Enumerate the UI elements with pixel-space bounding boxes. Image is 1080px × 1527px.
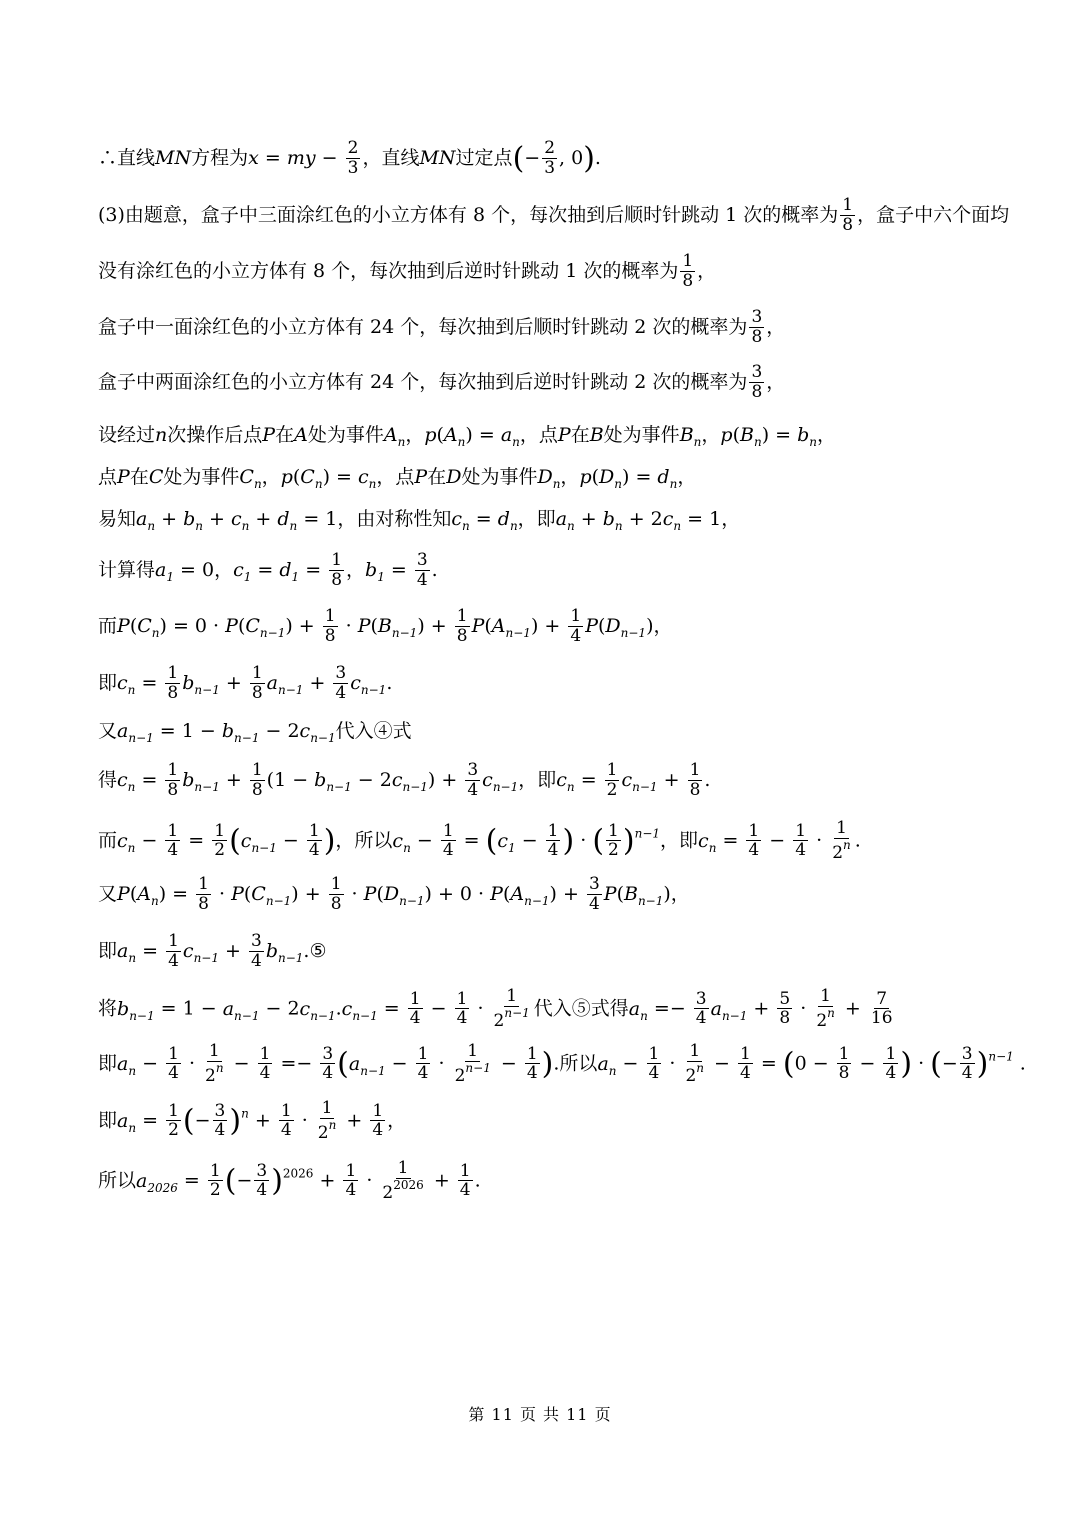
solution-line: 而$c_n$ − $\frac{1}{4}$ = $\frac{1}{2}$ ($c_{n-1}$ − $\frac{1}{4}$ )，所以$c_n$ − $\frac{1}{4}$ = ($c_1$ − $\frac{1}{4}$ ) · ( $\frac{1}{2}$ )$^{n-1}$，即$c_n$ = $\frac{1}{4}$ − $\frac{1}{4}$ · $\frac{1}{2^n}$ . [98, 818, 861, 863]
solution-line: 而$P(C_n) = 0 \cdot P(C_{n-1})$ + $\frac{1}{8}$ · $P(B_{n-1})$ + $\frac{1}{8}$ $P(A_{n-1})$ + $\frac{1}{4}$ $P(D_{n-1})$， [98, 606, 673, 646]
solution-line: 没有涂红色的小立方体有 8 个，每次抽到后逆时针跳动 1 次的概率为 $\frac{1}{8}$ ， [98, 251, 717, 291]
solution-line: 所以$a_{2026}$ = $\frac{1}{2}$ (− $\frac{3}{4}$ )$^{2026}$ + $\frac{1}{4}$ · $\frac{1}{2^{2026}}$ + $\frac{1}{4}$ . [98, 1158, 481, 1203]
solution-line: 将$b_{n-1} = 1 - a_{n-1} - 2c_{n-1}.c_{n-1}$ = $\frac{1}{4}$ − $\frac{1}{4}$ · $\frac{1}{2^{n-1}}$ 代入⑤式得$a_n$ =− $\frac{3}{4}$ $a_{n-1}$ + $\frac{5}{8}$ · $\frac{1}{2^n}$ + $\frac{7}{16}$ [98, 986, 893, 1031]
solution-line: 即$a_n$ − $\frac{1}{4}$ · $\frac{1}{2^n}$ − $\frac{1}{4}$ =− $\frac{3}{4}$ ($a_{n-1}$ − $\frac{1}{4}$ · $\frac{1}{2^{n-1}}$ − $\frac{1}{4}$ ).所以$a_n$ − $\frac{1}{4}$ · $\frac{1}{2^n}$ − $\frac{1}{4}$ = (0 − $\frac{1}{8}$ − $\frac{1}{4}$ ) · (− $\frac{3}{4}$ )$^{n-1}$ . [98, 1041, 1026, 1086]
solution-line: 即$a_n$ = $\frac{1}{2}$ (− $\frac{3}{4}$ )$^n$ + $\frac{1}{4}$ · $\frac{1}{2^n}$ + $\frac{1}{4}$ ， [98, 1098, 407, 1143]
solution-line: 点P在C处为事件$C_n$，$p(C_n) = c_n$，点P在D处为事件$D_n$，$p(D_n) = d_n$， [98, 466, 697, 491]
solution-line: 易知$a_n + b_n + c_n + d_n = 1$，由对称性知$c_n = d_n$，即$a_n + b_n + 2c_n = 1$， [98, 508, 741, 533]
solution-line: 设经过n次操作后点P在A处为事件$A_n$，$p(A_n) = a_n$，点P在B处为事件$B_n$，$p(B_n) = b_n$， [98, 424, 837, 449]
solution-line: 盒子中两面涂红色的小立方体有 24 个，每次抽到后逆时针跳动 2 次的概率为 $\frac{3}{8}$ ， [98, 362, 786, 402]
solution-line: 计算得$a_1 = 0$，$c_1 = d_1$ = $\frac{1}{8}$ ，$b_1$ = $\frac{3}{4}$ . [98, 550, 438, 590]
solution-line: 又$a_{n-1} = 1 - b_{n-1} - 2c_{n-1}$代入④式 [98, 720, 412, 745]
solution-line: 即$a_n$ = $\frac{1}{4}$ $c_{n-1}$ + $\frac{3}{4}$ $b_{n-1}.⑤$ [98, 931, 327, 971]
solution-line: ∴直线MN方程为x = my − $\frac{2}{3}$ ，直线MN过定点(− $\frac{2}{3}$ , 0). [98, 138, 601, 178]
solution-line: 又$P(A_n)$ = $\frac{1}{8}$ · $P(C_{n-1})$ + $\frac{1}{8}$ · $P(D_{n-1}) + 0 \cdot P(A_{n-1})$ + $\frac{3}{4}$ $P(B_{n-1})$， [98, 874, 690, 914]
solution-line: 即$c_n$ = $\frac{1}{8}$ $b_{n-1}$ + $\frac{1}{8}$ $a_{n-1}$ + $\frac{3}{4}$ $c_{n-1}$. [98, 663, 393, 703]
solution-line: 得$c_n$ = $\frac{1}{8}$ $b_{n-1}$ + $\frac{1}{8}$ $(1 - b_{n-1} - 2c_{n-1})$ + $\frac{3}{4}$ $c_{n-1}$，即$c_n$ = $\frac{1}{2}$ $c_{n-1}$ + $\frac{1}{8}$ . [98, 760, 711, 800]
solution-line: (3)由题意，盒子中三面涂红色的小立方体有 8 个，每次抽到后顺时针跳动 1 次的概率为 $\frac{1}{8}$ ，盒子中六个面均 [98, 195, 1010, 235]
solution-line: 盒子中一面涂红色的小立方体有 24 个，每次抽到后顺时针跳动 2 次的概率为 $\frac{3}{8}$ ， [98, 307, 786, 347]
page-footer: 第 11 页 共 11 页 [468, 1405, 612, 1424]
